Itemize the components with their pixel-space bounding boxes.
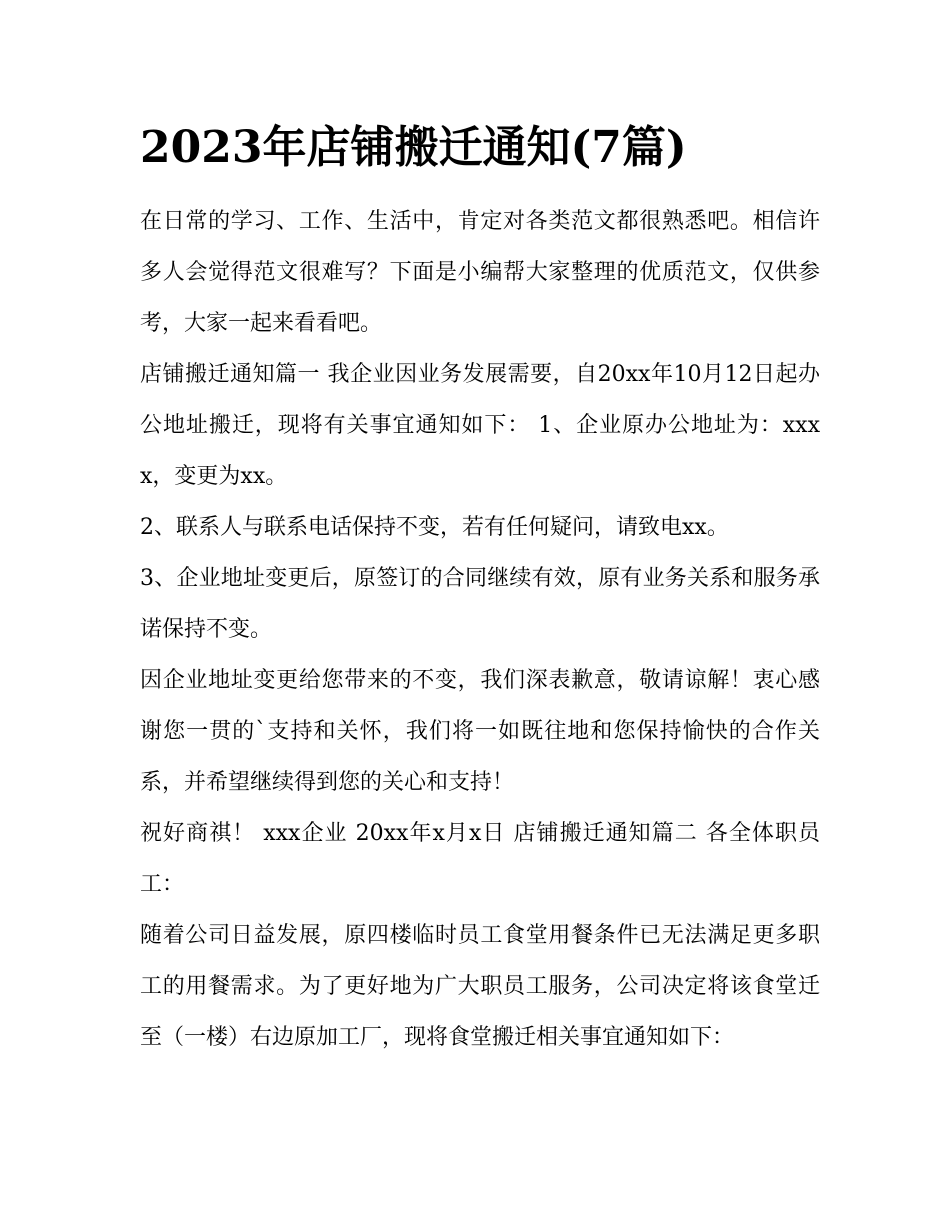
paragraph-intro: 在日常的学习、工作、生活中，肯定对各类范文都很熟悉吧。相信许多人会觉得范文很难写？下面是小编帮大家整理的优质范文，仅供参考，大家一起来看看吧。: [140, 209, 820, 336]
document-title: 2023年店铺搬迁通知(7篇): [140, 122, 687, 173]
paragraph-contract: 3、企业地址变更后，原签订的合同继续有效，原有业务关系和服务承诺保持不变。: [140, 566, 820, 642]
document-body: [140, 196, 820, 1063]
paragraph-canteen: 随着公司日益发展，原四楼临时员工食堂用餐条件已无法满足更多职工的用餐需求。为了更好地为广大职员工服务，公司决定将该食堂迁至（一楼）右边原加工厂，现将食堂搬迁相关事宜通知如下：: [140, 923, 820, 1050]
paragraph-notice-one: 店铺搬迁通知篇一 我企业因业务发展需要，自20xx年10月12日起办公地址搬迁，现将有关事宜通知如下： 1、企业原办公地址为：xxxx，变更为xx。: [140, 362, 820, 489]
paragraph-apology: 因企业地址变更给您带来的不变，我们深表歉意，敬请谅解！衷心感谢您一贯的`支持和关怀，我们将一如既往地和您保持愉快的合作关系，并希望继续得到您的关心和支持！: [140, 668, 820, 795]
paragraph-closing: 祝好商祺！ xxx企业 20xx年x月x日 店铺搬迁通知篇二 各全体职员工：: [140, 821, 820, 897]
paragraph-contact: 2、联系人与联系电话保持不变，若有任何疑问，请致电xx。: [140, 515, 729, 540]
